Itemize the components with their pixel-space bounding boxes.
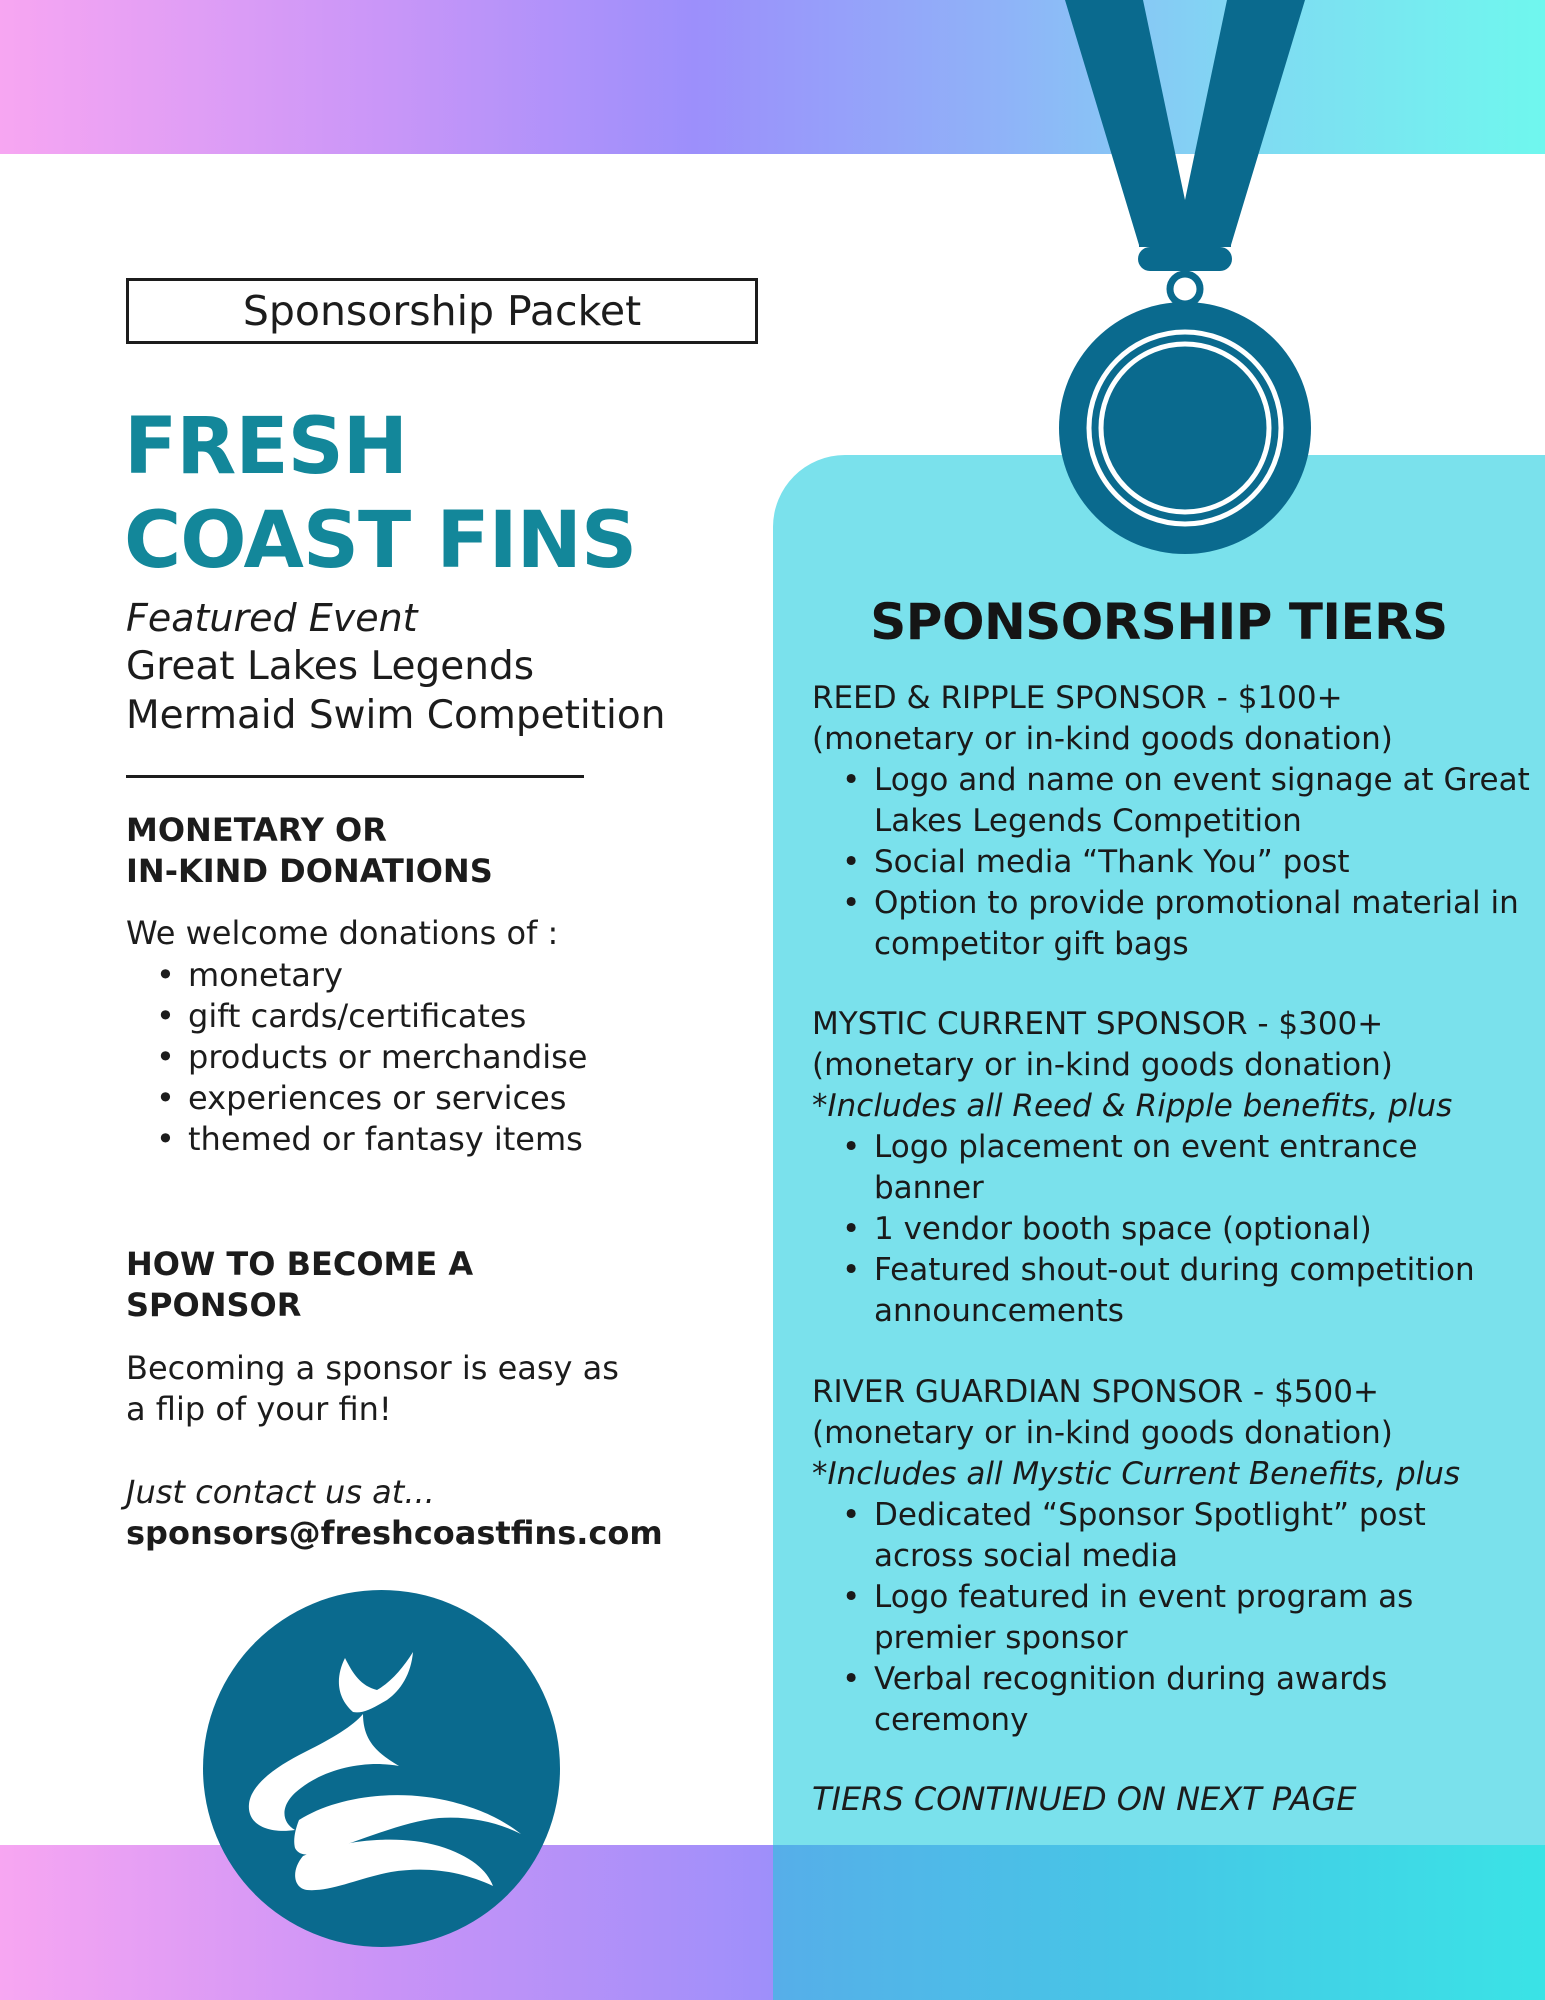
brand-title: [124, 400, 636, 588]
donations-heading: [126, 810, 493, 892]
become-sponsor-text-line1: Becoming a sponsor is easy as: [126, 1349, 619, 1387]
tier-benefits: [812, 760, 1532, 965]
tier-benefits: [812, 1495, 1532, 1741]
tier-reed-ripple: [812, 678, 1532, 965]
packet-label-box: Sponsorship Packet: [126, 278, 758, 344]
brand-title-line1: FRESH: [124, 402, 408, 492]
list-item: • gift cards/certificates: [126, 996, 587, 1037]
list-item: • Option to provide promotional material in competitor gift bags: [812, 883, 1532, 965]
tier-subtitle: (monetary or in-kind goods donation): [812, 1047, 1393, 1083]
list-item: • experiences or services: [126, 1078, 587, 1119]
tier-subtitle: (monetary or in-kind goods donation): [812, 721, 1393, 757]
list-item: • Dedicated “Sponsor Spotlight” post across social media: [812, 1495, 1532, 1577]
become-sponsor-heading: [126, 1244, 473, 1326]
list-item: • Social media “Thank You” post: [812, 842, 1532, 883]
list-item: • 1 vendor booth space (optional): [812, 1209, 1532, 1250]
list-item: • products or merchandise: [126, 1037, 587, 1078]
list-item: • Logo placement on event entrance banner: [812, 1127, 1532, 1209]
list-item: • themed or fantasy items: [126, 1119, 587, 1160]
tier-mystic-current: [812, 1004, 1532, 1332]
tier-note: *Includes all Reed & Ripple benefits, plus: [812, 1088, 1453, 1124]
event-name: [126, 642, 766, 740]
section-divider: [126, 775, 584, 778]
tiers-title: SPONSORSHIP TIERS: [870, 593, 1448, 651]
tier-river-guardian: [812, 1372, 1532, 1741]
contact-label: Just contact us at...: [126, 1473, 435, 1511]
medal-icon: [1055, 0, 1315, 565]
brand-title-line2: COAST FINS: [124, 496, 637, 586]
list-item: • Logo and name on event signage at Great Lakes Legends Competition: [812, 760, 1532, 842]
event-name-line2: Mermaid Swim Competition: [126, 693, 666, 738]
tier-name: REED & RIPPLE SPONSOR - $100+: [812, 680, 1343, 716]
featured-event-label: Featured Event: [126, 596, 418, 640]
list-item: • Logo featured in event program as premier sponsor: [812, 1577, 1532, 1659]
donations-heading-line2: IN-KIND DONATIONS: [126, 852, 493, 890]
donations-heading-line1: MONETARY OR: [126, 811, 387, 849]
donations-list: [126, 955, 587, 1160]
tiers-continued-note: TIERS CONTINUED ON NEXT PAGE: [812, 1780, 1357, 1818]
become-sponsor-heading-line1: HOW TO BECOME A: [126, 1245, 474, 1283]
tier-name: MYSTIC CURRENT SPONSOR - $300+: [812, 1006, 1384, 1042]
list-item: • Verbal recognition during awards ceremony: [812, 1659, 1532, 1741]
event-name-line1: Great Lakes Legends: [126, 644, 535, 689]
bottom-gradient-band-right: [773, 1845, 1545, 2000]
tier-name: RIVER GUARDIAN SPONSOR - $500+: [812, 1374, 1379, 1410]
tier-subtitle: (monetary or in-kind goods donation): [812, 1415, 1393, 1451]
contact-block: [126, 1472, 663, 1554]
tier-benefits: [812, 1127, 1532, 1332]
tier-note: *Includes all Mystic Current Benefits, plus: [812, 1456, 1461, 1492]
list-item: • Featured shout-out during competition announcements: [812, 1250, 1532, 1332]
become-sponsor-heading-line2: SPONSOR: [126, 1286, 302, 1324]
donations-intro: We welcome donations of :: [126, 914, 559, 952]
contact-email-link[interactable]: sponsors@freshcoastfins.com: [126, 1514, 663, 1552]
become-sponsor-text: [126, 1348, 619, 1430]
list-item: • monetary: [126, 955, 587, 996]
become-sponsor-text-line2: a flip of your fin!: [126, 1390, 392, 1428]
mermaid-tail-wave-logo: [203, 1590, 560, 1947]
